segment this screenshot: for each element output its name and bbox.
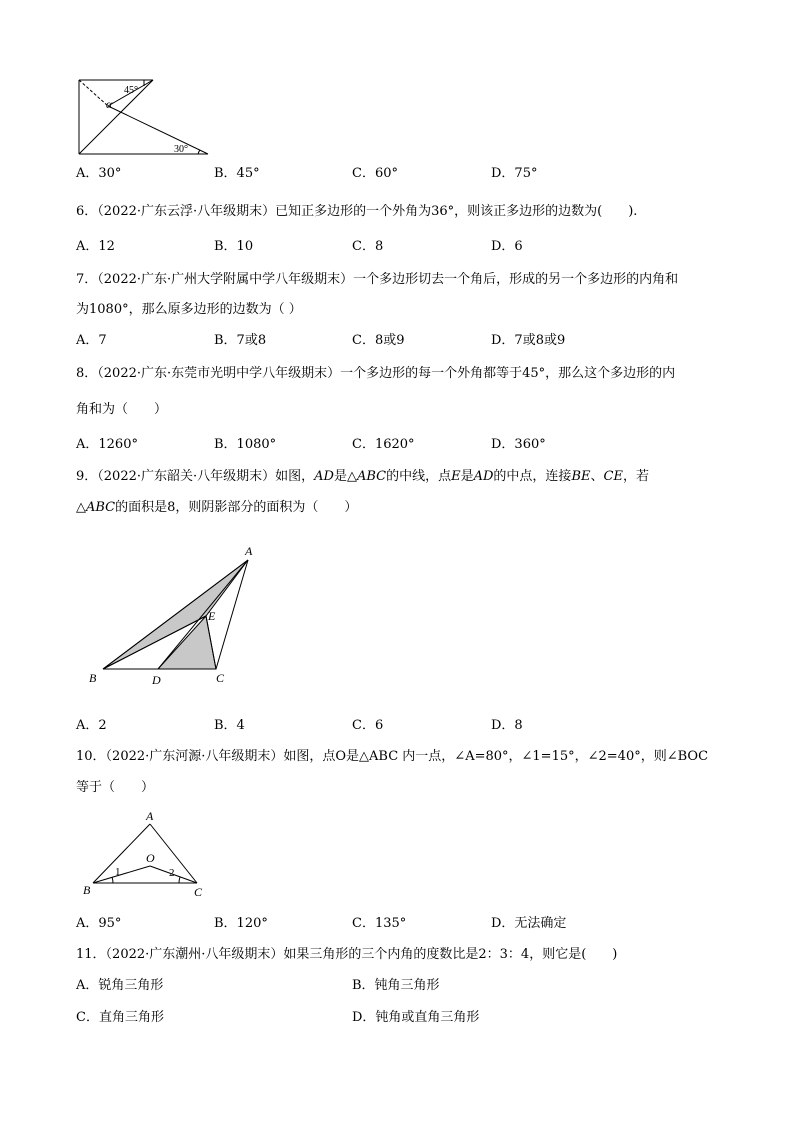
q9-var: ABC	[356, 469, 387, 484]
q9-label-e: E	[208, 609, 216, 623]
q9-text: 、	[590, 469, 604, 484]
q9-question-line2	[76, 500, 357, 516]
q11-question: 11．（2022·广东潮州·八年级期末）如果三角形的三个内角的度数比是2：3：4，则它是( )	[76, 947, 618, 962]
q9-option-a[interactable]: A．2	[76, 718, 107, 733]
q10-label-o: O	[146, 851, 155, 865]
q9-var: E	[451, 469, 461, 484]
q6-option-a[interactable]: A．12	[76, 239, 115, 254]
q5-angle-30-label: 30°	[174, 144, 188, 155]
q10-option-a[interactable]: A．95°	[76, 916, 122, 931]
q11-option-c[interactable]: C．直角三角形	[76, 1010, 164, 1025]
q8-option-b[interactable]: B．1080°	[214, 437, 277, 452]
q9-text: 9．（2022·广东韶关·八年级期末）如图，	[76, 469, 315, 484]
q9-option-c[interactable]: C．6	[352, 718, 384, 733]
q6-option-d[interactable]: D．6	[491, 239, 523, 254]
q7-question-line2: 为1080°，那么原多边形的边数为（ ）	[76, 302, 302, 317]
q6-option-b[interactable]: B．10	[214, 239, 254, 254]
q9-label-a: A	[245, 544, 253, 558]
q5-option-c[interactable]: C．60°	[352, 166, 398, 181]
q8-option-d[interactable]: D．360°	[491, 437, 546, 452]
q11-option-b[interactable]: B．钝角三角形	[352, 978, 440, 993]
q8-option-a[interactable]: A．1260°	[76, 437, 138, 452]
q5-option-d[interactable]: D．75°	[491, 166, 538, 181]
q9-text: 的中线，点	[386, 469, 452, 484]
q9-var: AD	[314, 469, 334, 484]
q6-option-c[interactable]: C．8	[352, 239, 384, 254]
q9-text: 是△	[333, 469, 357, 484]
q8-option-c[interactable]: C．1620°	[352, 437, 415, 452]
q5-option-b[interactable]: B．45°	[214, 166, 260, 181]
q5-alpha-label: α	[106, 97, 113, 111]
q5-figure	[76, 78, 216, 160]
q10-label-a: A	[146, 809, 154, 823]
q9-label-c: C	[216, 671, 225, 685]
q9-text: △	[76, 500, 86, 515]
q6-question: 6．（2022·广东云浮·八年级期末）已知正多边形的一个外角为36°，则该正多边形的边数为( ).	[76, 204, 638, 219]
q10-label-b: B	[83, 883, 91, 897]
q5-angle-45-label: 45°	[124, 85, 138, 96]
q11-option-a[interactable]: A．锐角三角形	[76, 978, 164, 993]
q7-question-line1: 7．（2022·广东·广州大学附属中学八年级期末）一个多边形切去一个角后，形成的另一个多边形的内角和	[76, 272, 679, 287]
q9-var: BE	[571, 469, 591, 484]
q10-figure	[80, 810, 210, 900]
q7-option-b[interactable]: B．7或8	[214, 333, 267, 348]
q7-option-c[interactable]: C．8或9	[352, 333, 405, 348]
q9-text: 的中点，连接	[493, 469, 572, 484]
q10-label-1: 1	[115, 866, 121, 878]
q9-label-b: B	[89, 671, 97, 685]
q10-option-d[interactable]: D．无法确定	[491, 916, 567, 931]
q9-var: ABC	[86, 500, 116, 515]
q10-question-line2: 等于（ ）	[76, 780, 155, 795]
q9-text: 的面积是8，则阴影部分的面积为（ ）	[115, 500, 358, 515]
q10-label-2: 2	[169, 867, 175, 879]
q9-var: AD	[473, 469, 494, 484]
q9-figure	[86, 540, 266, 690]
q11-option-d[interactable]: D．钝角或直角三角形	[352, 1010, 480, 1025]
q8-question-line1: 8．（2022·广东·东莞市光明中学八年级期末）一个多边形的每一个外角都等于45°，那么这个多边形的内	[76, 366, 676, 381]
q5-option-a[interactable]: A．30°	[76, 166, 122, 181]
q9-option-b[interactable]: B．4	[214, 718, 245, 733]
q10-option-b[interactable]: B．120°	[214, 916, 268, 931]
q10-option-c[interactable]: C．135°	[352, 916, 407, 931]
q9-label-d: D	[152, 673, 161, 687]
q7-option-d[interactable]: D．7或8或9	[491, 333, 566, 348]
q8-question-line2: 角和为（ ）	[76, 402, 168, 417]
q9-option-d[interactable]: D．8	[491, 718, 523, 733]
q9-text: ，若	[622, 469, 649, 484]
q10-question-line1: 10．（2022·广东河源·八年级期末）如图，点O是△ABC 内一点，∠A=80°，∠1=15°，∠2=40°，则∠BOC	[76, 749, 709, 764]
q9-question-line1	[76, 469, 649, 485]
q9-text: 是	[460, 469, 474, 484]
q9-var: CE	[603, 469, 623, 484]
q10-label-c: C	[194, 885, 203, 899]
q7-option-a[interactable]: A．7	[76, 333, 107, 348]
